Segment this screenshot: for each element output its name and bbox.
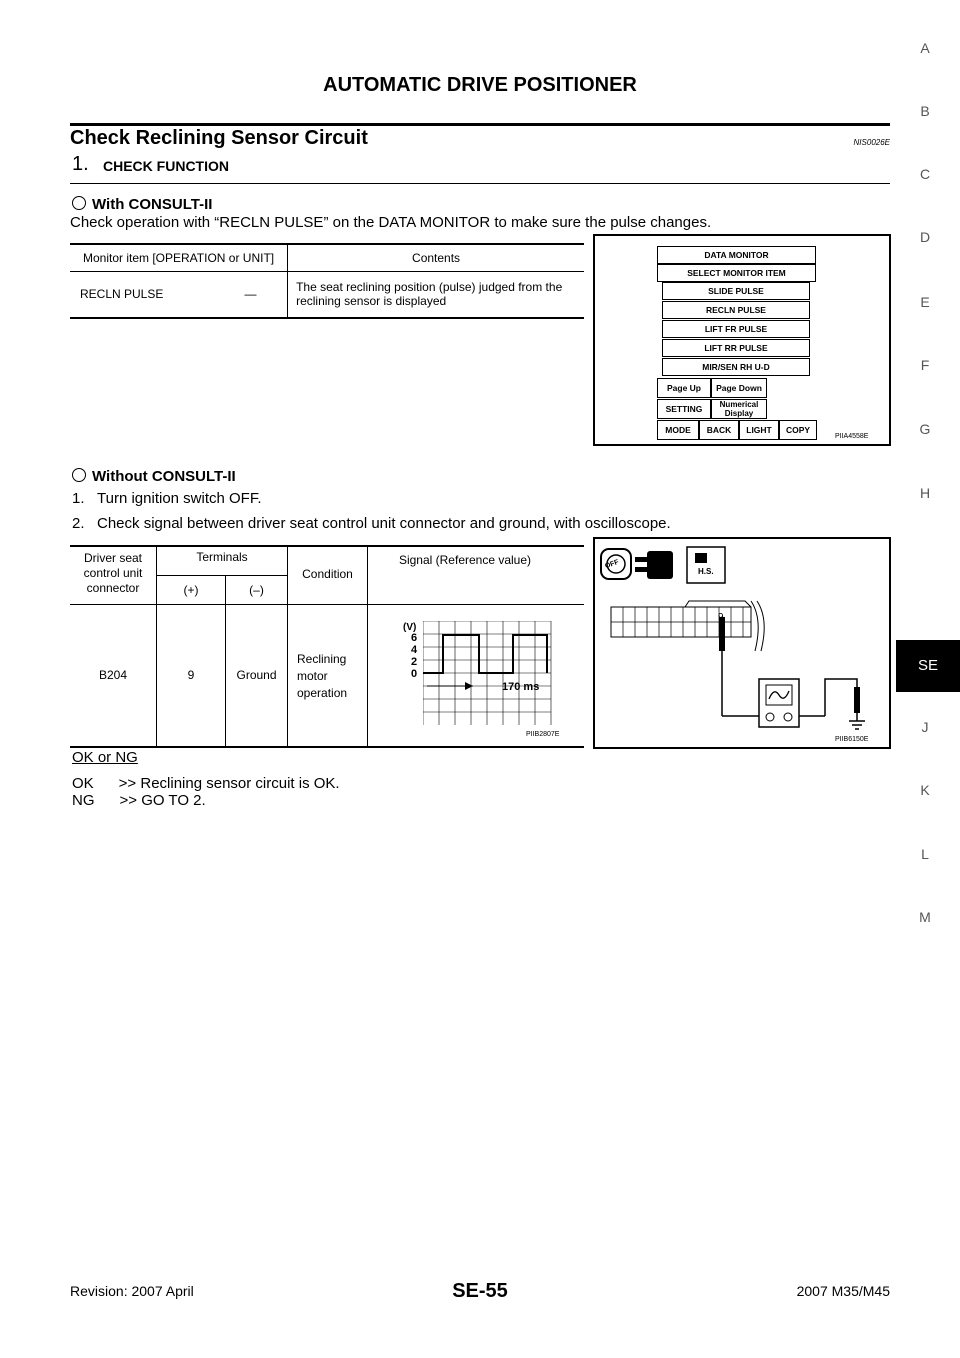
cell-plus: 9 [187,668,195,682]
without-consult-label: Without CONSULT-II [92,468,236,485]
side-tab-j[interactable]: J [921,719,929,735]
signal-table [70,545,584,748]
step-title: CHECK FUNCTION [103,158,229,174]
with-consult-label: With CONSULT-II [92,196,213,213]
side-tab-se[interactable]: SE [896,640,960,692]
cell-condition: Reclining motor operation [297,652,348,700]
monitor-item-contents: The seat reclining position (pulse) judged from the reclining sensor is displayed [296,280,563,309]
monitor-item-unit: — [214,271,288,317]
wave-levels [411,632,417,680]
result-ng: NG >> GO TO 2. [72,792,206,809]
consult-icon [72,196,86,210]
dm-subtitle: SELECT MONITOR ITEM [657,264,816,282]
without-consult-heading [72,468,236,485]
back-button[interactable]: BACK [699,420,739,440]
connector-icon [635,551,673,579]
side-tab-m[interactable]: M [919,909,931,925]
side-tab-b[interactable]: B [920,103,930,119]
wave-period: 170 ms [502,681,540,693]
footer-model: 2007 M35/M45 [796,1283,890,1299]
header-terminals: Terminals [196,550,248,564]
period-arrow [425,681,475,691]
pin-label: 9 [718,612,724,623]
header-plus: (+) [183,583,199,597]
side-tab-k[interactable]: K [920,782,930,798]
light-button[interactable]: LIGHT [739,420,779,440]
with-consult-text: Check operation with “RECLN PULSE” on the DATA MONITOR to make sure the pulse changes. [70,214,712,231]
wave-level: 4 [411,644,418,656]
side-tab-d[interactable]: D [919,229,931,245]
instruction-step: 2. Check signal between driver seat control unit connector and ground, with oscilloscope. [72,515,671,532]
no-consult-icon [72,468,86,482]
wave-unit: (V) [403,622,417,633]
page-up-button[interactable]: Page Up [657,378,711,398]
oscilloscope-waveform [423,621,553,725]
header-connector: Driver seat control unit connector [83,551,143,595]
monitor-table [70,243,584,319]
cell-minus: Ground [236,668,277,682]
step-number: 1. [72,153,89,175]
wave-figure-id: PIIB2807E [526,731,560,738]
result-ok: OK >> Reclining sensor circuit is OK. [72,775,340,792]
off-label: OFF [604,558,620,571]
dm-item[interactable]: RECLN PULSE [662,301,810,319]
dm-item[interactable]: LIFT FR PULSE [662,320,810,338]
dm-item[interactable]: LIFT RR PULSE [662,339,810,357]
footer-page-number: SE-55 [452,1280,508,1302]
header-signal: Signal (Reference value) [398,553,532,567]
instruction-step: 1. Turn ignition switch OFF. [72,490,262,507]
monitor-header-contents: Contents [412,250,461,265]
with-consult-heading [72,196,212,213]
side-tab-g[interactable]: G [919,421,931,437]
wave-level: 6 [411,632,418,644]
side-tab-a[interactable]: A [920,40,930,56]
section-title: Check Reclining Sensor Circuit [70,127,368,149]
data-monitor-figure [593,234,891,446]
mode-button[interactable]: MODE [657,420,699,440]
footer-revision: Revision: 2007 April [70,1283,194,1299]
connector-figure-id: PIIB6150E [835,736,869,743]
page-title: AUTOMATIC DRIVE POSITIONER [323,74,637,96]
setting-button[interactable]: SETTING [657,399,711,419]
monitor-header-item: Monitor item [OPERATION or UNIT] [70,245,288,271]
header-condition: Condition [302,567,353,581]
harness-side-icon [687,547,725,583]
section-code: NIS0026E [853,138,890,147]
hs-label: H.S. [698,567,714,576]
wave-level: 0 [411,668,418,680]
connector-figure [593,537,891,749]
dm-item[interactable]: SLIDE PULSE [662,282,810,300]
step-rule [70,183,890,184]
side-tab-h[interactable]: H [919,485,931,501]
dm-item[interactable]: MIR/SEN RH U-D [662,358,810,376]
side-tab-l[interactable]: L [921,846,929,862]
page-down-button[interactable]: Page Down [711,378,767,398]
header-rule [70,123,890,126]
connector-diagram [595,539,889,747]
cell-connector: B204 [98,668,128,682]
side-tab-e[interactable]: E [920,294,930,310]
wave-level: 2 [411,656,418,668]
side-tab-c[interactable]: C [919,166,931,182]
copy-button[interactable]: COPY [779,420,817,440]
side-tab-f[interactable]: F [920,357,930,373]
monitor-item-name: RECLN PULSE [80,287,164,302]
dm-title: DATA MONITOR [657,246,816,264]
numerical-display-button[interactable]: Numerical Display [711,399,767,419]
result-label: OK or NG [72,749,138,766]
dm-figure-id: PIIA4558E [835,433,869,440]
header-minus: (–) [249,583,264,597]
